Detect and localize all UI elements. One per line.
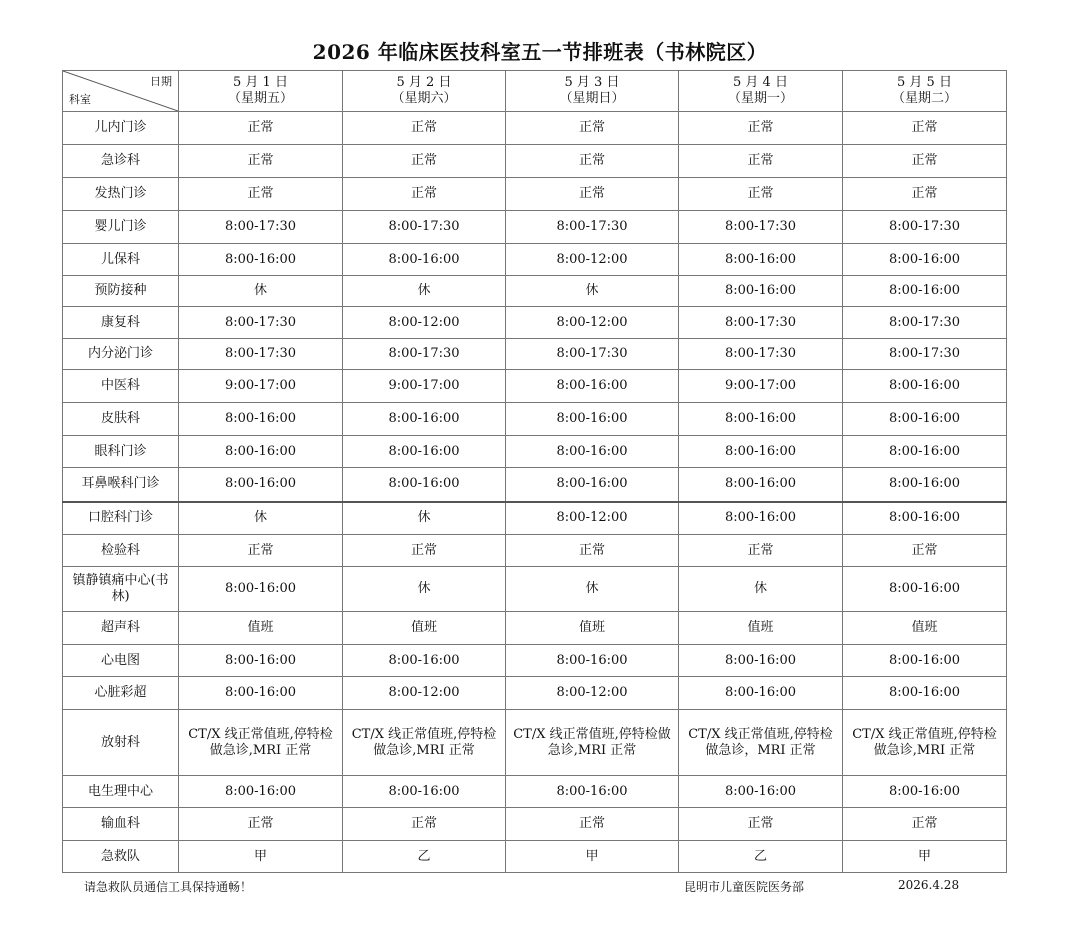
schedule-cell: 8:00-16:00 <box>179 244 343 276</box>
schedule-cell: 8:00-16:00 <box>506 776 679 808</box>
table-row <box>63 307 1007 339</box>
schedule-cell: 8:00-16:00 <box>843 468 1007 502</box>
schedule-cell: CT/X 线正常值班,停特检做急诊，MRI 正常 <box>679 710 843 776</box>
dept-name: 预防接种 <box>63 276 179 307</box>
dept-name: 电生理中心 <box>63 776 179 808</box>
schedule-cell: 8:00-17:30 <box>179 339 343 370</box>
dept-name: 内分泌门诊 <box>63 339 179 370</box>
schedule-cell: 正常 <box>343 535 506 567</box>
schedule-cell: 8:00-16:00 <box>843 436 1007 468</box>
schedule-cell: 正常 <box>343 112 506 145</box>
schedule-cell: 8:00-16:00 <box>843 677 1007 710</box>
schedule-cell: 8:00-16:00 <box>679 502 843 535</box>
table-row <box>63 776 1007 808</box>
day-header <box>843 71 1007 112</box>
schedule-cell: 9:00-17:00 <box>179 370 343 403</box>
schedule-cell: 8:00-16:00 <box>179 776 343 808</box>
schedule-cell: 8:00-16:00 <box>679 776 843 808</box>
table-row <box>63 178 1007 211</box>
schedule-cell: 8:00-16:00 <box>179 403 343 436</box>
footer-note: 请急救队员通信工具保持通畅！ <box>84 880 253 894</box>
schedule-cell: 值班 <box>843 612 1007 645</box>
dept-name: 检验科 <box>63 535 179 567</box>
schedule-cell: 值班 <box>679 612 843 645</box>
dept-name: 皮肤科 <box>63 403 179 436</box>
schedule-body <box>63 112 1007 873</box>
schedule-cell: 休 <box>343 276 506 307</box>
schedule-cell: 8:00-12:00 <box>506 677 679 710</box>
schedule-cell: 8:00-17:30 <box>343 211 506 244</box>
day-header <box>179 71 343 112</box>
table-row <box>63 535 1007 567</box>
day-weekday: （星期六） <box>391 91 457 106</box>
schedule-cell: 甲 <box>179 841 343 873</box>
dept-name: 镇静镇痛中心(书林) <box>63 567 179 612</box>
dept-name: 超声科 <box>63 612 179 645</box>
schedule-cell: 休 <box>179 502 343 535</box>
dept-name: 中医科 <box>63 370 179 403</box>
table-row <box>63 276 1007 307</box>
table-row <box>63 567 1007 612</box>
footer-issuer: 昆明市儿童医院医务部 <box>684 880 805 894</box>
schedule-cell: 正常 <box>179 112 343 145</box>
schedule-cell: 8:00-16:00 <box>343 645 506 677</box>
schedule-cell: 8:00-16:00 <box>179 468 343 502</box>
schedule-cell: 9:00-17:00 <box>679 370 843 403</box>
schedule-cell: 8:00-16:00 <box>343 436 506 468</box>
schedule-cell: 8:00-16:00 <box>843 776 1007 808</box>
dept-name: 心电图 <box>63 645 179 677</box>
schedule-cell: 休 <box>179 276 343 307</box>
day-date: 5 月 5 日 <box>897 75 952 90</box>
schedule-cell: 8:00-16:00 <box>179 645 343 677</box>
schedule-cell: 9:00-17:00 <box>343 370 506 403</box>
table-row <box>63 468 1007 502</box>
schedule-cell: 正常 <box>679 178 843 211</box>
schedule-cell: 休 <box>679 567 843 612</box>
schedule-cell: 8:00-17:30 <box>843 307 1007 339</box>
table-row <box>63 710 1007 776</box>
dept-name: 婴儿门诊 <box>63 211 179 244</box>
schedule-cell: 8:00-17:30 <box>679 211 843 244</box>
dept-name: 耳鼻喉科门诊 <box>63 468 179 502</box>
table-row <box>63 339 1007 370</box>
dept-name: 放射科 <box>63 710 179 776</box>
table-row <box>63 244 1007 276</box>
schedule-cell: 正常 <box>843 535 1007 567</box>
dept-name: 眼科门诊 <box>63 436 179 468</box>
page-title: 2026 年临床医技科室五一节排班表（书林院区） <box>312 40 768 64</box>
schedule-cell: 值班 <box>179 612 343 645</box>
dept-name: 急诊科 <box>63 145 179 178</box>
schedule-cell: 8:00-16:00 <box>679 468 843 502</box>
schedule-cell: 乙 <box>679 841 843 873</box>
table-row <box>63 502 1007 535</box>
schedule-cell: 8:00-16:00 <box>179 567 343 612</box>
day-header <box>506 71 679 112</box>
schedule-cell: 正常 <box>506 112 679 145</box>
schedule-cell: 正常 <box>679 535 843 567</box>
schedule-cell: 正常 <box>343 145 506 178</box>
schedule-cell: 8:00-16:00 <box>506 403 679 436</box>
dept-name: 康复科 <box>63 307 179 339</box>
schedule-cell: 乙 <box>343 841 506 873</box>
schedule-cell: 正常 <box>506 145 679 178</box>
schedule-cell: 甲 <box>506 841 679 873</box>
schedule-cell: 8:00-17:30 <box>343 339 506 370</box>
schedule-cell: 8:00-17:30 <box>179 211 343 244</box>
dept-name: 发热门诊 <box>63 178 179 211</box>
schedule-cell: 正常 <box>843 178 1007 211</box>
day-weekday: （星期五） <box>227 91 293 106</box>
schedule-cell: 8:00-16:00 <box>843 645 1007 677</box>
schedule-cell: 8:00-16:00 <box>343 244 506 276</box>
day-header <box>679 71 843 112</box>
schedule-cell: 8:00-12:00 <box>506 244 679 276</box>
day-weekday: （星期二） <box>891 91 957 106</box>
table-row <box>63 436 1007 468</box>
schedule-cell: 8:00-16:00 <box>843 244 1007 276</box>
schedule-cell: 8:00-12:00 <box>506 307 679 339</box>
schedule-cell: 8:00-16:00 <box>506 370 679 403</box>
table-row <box>63 677 1007 710</box>
schedule-cell: 8:00-16:00 <box>843 403 1007 436</box>
schedule-cell: 8:00-12:00 <box>343 307 506 339</box>
schedule-cell: 8:00-17:30 <box>506 339 679 370</box>
schedule-cell: 正常 <box>843 112 1007 145</box>
schedule-cell: 正常 <box>506 535 679 567</box>
schedule-cell: 正常 <box>506 808 679 841</box>
table-row <box>63 403 1007 436</box>
schedule-cell: 正常 <box>179 808 343 841</box>
schedule-cell: 正常 <box>843 808 1007 841</box>
table-row <box>63 612 1007 645</box>
schedule-cell: 8:00-17:30 <box>506 211 679 244</box>
schedule-cell: 8:00-16:00 <box>343 776 506 808</box>
schedule-cell: CT/X 线正常值班,停特检做急诊,MRI 正常 <box>343 710 506 776</box>
schedule-cell: 8:00-17:30 <box>843 339 1007 370</box>
schedule-cell: 休 <box>506 567 679 612</box>
schedule-cell: 正常 <box>179 145 343 178</box>
schedule-cell: CT/X 线正常值班,停特检做急诊,MRI 正常 <box>179 710 343 776</box>
schedule-cell: 8:00-16:00 <box>506 436 679 468</box>
schedule-cell: 正常 <box>843 145 1007 178</box>
schedule-cell: 8:00-17:30 <box>679 307 843 339</box>
day-date: 5 月 3 日 <box>564 75 620 90</box>
schedule-cell: 8:00-17:30 <box>679 339 843 370</box>
schedule-cell: CT/X 线正常值班,停特检做急诊,MRI 正常 <box>843 710 1007 776</box>
schedule-table <box>62 70 1007 873</box>
table-row <box>63 841 1007 873</box>
schedule-cell: 正常 <box>679 145 843 178</box>
schedule-cell: 正常 <box>179 535 343 567</box>
schedule-cell: 8:00-16:00 <box>679 645 843 677</box>
schedule-cell: 8:00-12:00 <box>343 677 506 710</box>
schedule-cell: CT/X 线正常值班,停特检做急诊,MRI 正常 <box>506 710 679 776</box>
schedule-cell: 8:00-16:00 <box>679 244 843 276</box>
day-date: 5 月 2 日 <box>396 75 452 90</box>
schedule-cell: 8:00-16:00 <box>179 677 343 710</box>
table-row <box>63 211 1007 244</box>
schedule-cell: 8:00-16:00 <box>506 468 679 502</box>
table-row <box>63 645 1007 677</box>
schedule-cell: 8:00-16:00 <box>843 567 1007 612</box>
day-header <box>343 71 506 112</box>
schedule-cell: 8:00-16:00 <box>679 276 843 307</box>
schedule-cell: 8:00-17:30 <box>843 211 1007 244</box>
schedule-cell: 正常 <box>343 178 506 211</box>
dept-name: 心脏彩超 <box>63 677 179 710</box>
schedule-cell: 正常 <box>343 808 506 841</box>
schedule-cell: 8:00-16:00 <box>343 468 506 502</box>
schedule-cell: 8:00-16:00 <box>843 276 1007 307</box>
table-row <box>63 112 1007 145</box>
schedule-cell: 8:00-16:00 <box>679 436 843 468</box>
schedule-cell: 休 <box>343 567 506 612</box>
schedule-cell: 值班 <box>343 612 506 645</box>
schedule-cell: 正常 <box>679 112 843 145</box>
corner-dept-label: 科室 <box>69 93 91 106</box>
schedule-cell: 8:00-12:00 <box>506 502 679 535</box>
corner-date-label: 日期 <box>150 75 172 88</box>
header-row <box>63 71 1007 112</box>
table-row <box>63 145 1007 178</box>
schedule-cell: 甲 <box>843 841 1007 873</box>
dept-name: 急救队 <box>63 841 179 873</box>
day-weekday: （星期一） <box>727 91 793 106</box>
day-weekday: （星期日） <box>559 91 625 106</box>
day-date: 5 月 1 日 <box>233 75 288 90</box>
schedule-cell: 8:00-16:00 <box>843 502 1007 535</box>
table-row <box>63 808 1007 841</box>
schedule-cell: 8:00-16:00 <box>179 436 343 468</box>
schedule-cell: 值班 <box>506 612 679 645</box>
schedule-cell: 8:00-17:30 <box>179 307 343 339</box>
dept-name: 输血科 <box>63 808 179 841</box>
dept-name: 口腔科门诊 <box>63 502 179 535</box>
schedule-cell: 休 <box>506 276 679 307</box>
schedule-cell: 8:00-16:00 <box>506 645 679 677</box>
dept-name: 儿内门诊 <box>63 112 179 145</box>
schedule-cell: 休 <box>343 502 506 535</box>
day-date: 5 月 4 日 <box>733 75 788 90</box>
table-row <box>63 370 1007 403</box>
dept-name: 儿保科 <box>63 244 179 276</box>
schedule-cell: 8:00-16:00 <box>679 677 843 710</box>
schedule-cell: 正常 <box>179 178 343 211</box>
schedule-cell: 8:00-16:00 <box>843 370 1007 403</box>
schedule-cell: 8:00-16:00 <box>343 403 506 436</box>
footer-date: 2026.4.28 <box>898 878 960 892</box>
schedule-cell: 正常 <box>679 808 843 841</box>
corner-cell <box>63 71 179 112</box>
schedule-cell: 正常 <box>506 178 679 211</box>
schedule-cell: 8:00-16:00 <box>679 403 843 436</box>
